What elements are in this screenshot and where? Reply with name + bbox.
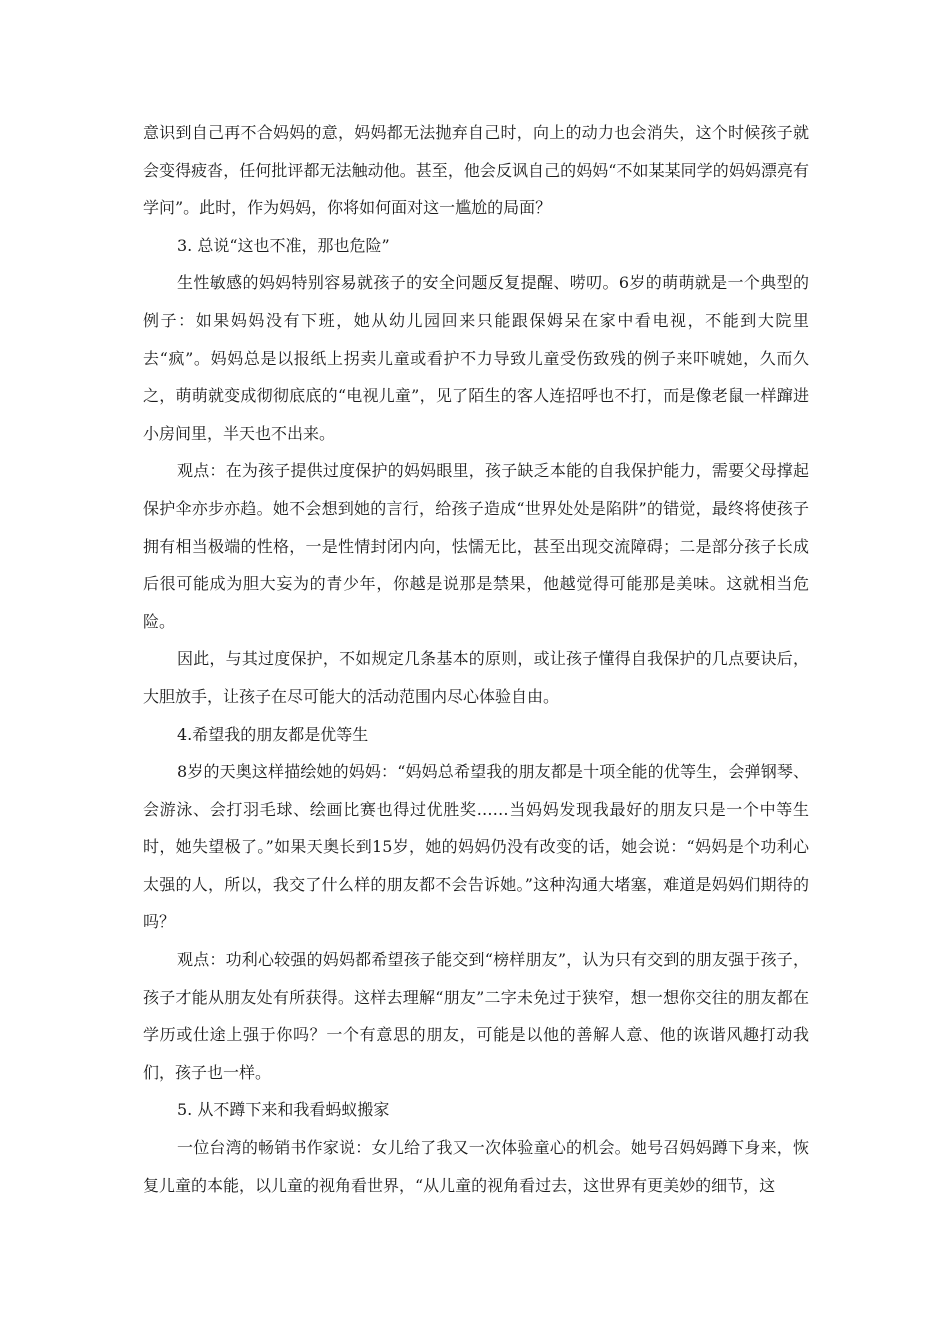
paragraph: 观点：功利心较强的妈妈都希望孩子能交到“榜样朋友”，认为只有交到的朋友强于孩子，孩子才能从朋友处有所获得。这样去理解“朋友”二字未免过于狭窄，想一想你交往的朋友都在学历或仕途上强于你吗？一个有意思的朋友，可能是以他的善解人意、他的诙谐风趣打动我们，孩子也一样。 — [143, 950, 809, 1082]
paragraph: 一位台湾的畅销书作家说：女儿给了我又一次体验童心的机会。她号召妈妈蹲下身来，恢复儿童的本能，以儿童的视角看世界，“从儿童的视角看过去，这世界有更美妙的细节，这 — [143, 1138, 809, 1195]
paragraph: 生性敏感的妈妈特别容易就孩子的安全问题反复提醒、唠叨。6岁的萌萌就是一个典型的例子：如果妈妈没有下班，她从幼儿园回来只能跟保姆呆在家中看电视，不能到大院里去“疯”。妈妈总是以报纸上拐卖儿童或看护不力导致儿童受伤致残的例子来吓唬她，久而久之，萌萌就变成彻彻底底的“电视儿童”，见了陌生的客人连招呼也不打，而是像老鼠一样蹿进小房间里，半天也不出来。 — [143, 273, 809, 443]
section-heading-5: 5. 从不蹲下来和我看蚂蚁搬家 — [177, 1100, 390, 1120]
section-heading-3: 3. 总说“这也不准，那也危险” — [177, 235, 390, 255]
document-body — [143, 114, 809, 1204]
paragraph: 8岁的天奥这样描绘她的妈妈：“妈妈总希望我的朋友都是十项全能的优等生，会弹钢琴、会游泳、会打羽毛球、绘画比赛也得过优胜奖……当妈妈发现我最好的朋友只是一个中等生时，她失望极了。”如果天奥长到15岁，她的妈妈仍没有改变的话，她会说：“妈妈是个功利心太强的人，所以，我交了什么样的朋友都不会告诉她。”这种沟通大堵塞，难道是妈妈们期待的吗？ — [143, 762, 809, 932]
paragraph: 观点：在为孩子提供过度保护的妈妈眼里，孩子缺乏本能的自我保护能力，需要父母撑起保护伞亦步亦趋。她不会想到她的言行，给孩子造成“世界处处是陷阱”的错觉，最终将使孩子拥有相当极端的性格，一是性情封闭内向，怯懦无比，甚至出现交流障碍；二是部分孩子长成后很可能成为胆大妄为的青少年，你越是说那是禁果，他越觉得可能那是美味。这就相当危险。 — [143, 461, 809, 631]
paragraph: 因此，与其过度保护，不如规定几条基本的原则，或让孩子懂得自我保护的几点要诀后，大胆放手，让孩子在尽可能大的活动范围内尽心体验自由。 — [143, 649, 809, 706]
paragraph: 意识到自己再不合妈妈的意，妈妈都无法抛弃自己时，向上的动力也会消失，这个时候孩子就会变得疲沓，任何批评都无法触动他。甚至，他会反讽自己的妈妈“不如某某同学的妈妈漂亮有学问”。此时，作为妈妈，你将如何面对这一尴尬的局面？ — [143, 123, 809, 218]
section-heading-4: 4.希望我的朋友都是优等生 — [177, 724, 369, 744]
